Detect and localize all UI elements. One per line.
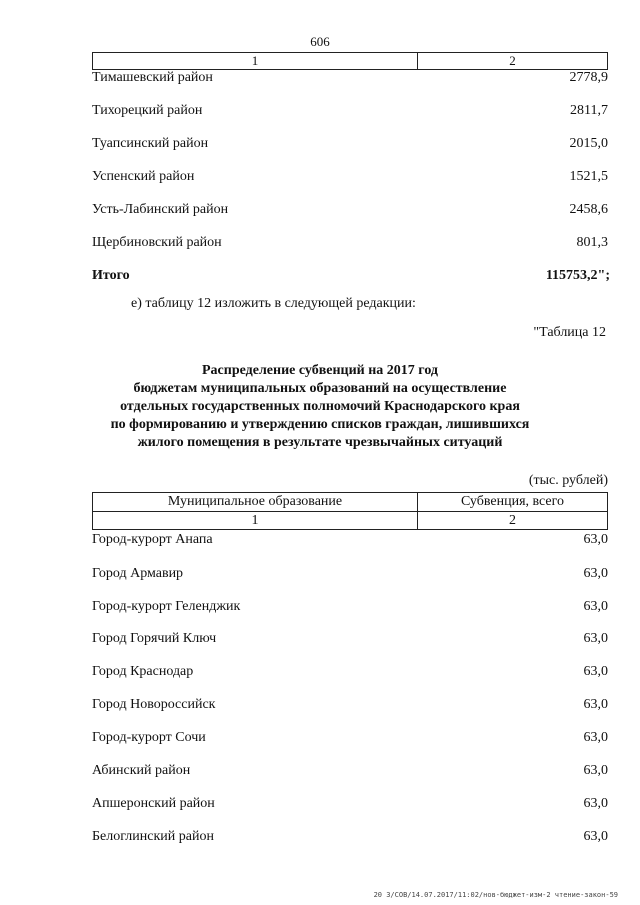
title-line: бюджетам муниципальных образований на осуществление <box>133 381 507 396</box>
subvention-value: 63,0 <box>583 763 608 778</box>
table2-row <box>92 730 608 750</box>
table2-col2-number: 2 <box>418 512 608 530</box>
municipality-name: Город Новороссийск <box>92 697 216 712</box>
units-label: (тыс. рублей) <box>528 473 608 488</box>
municipality-name: Город Краснодар <box>92 664 194 679</box>
footer-document-code: 20 3/СОВ/14.07.2017/11:02/нов-бюджет-изм-2 чтение-закон-59 <box>373 891 618 899</box>
table2-row <box>92 566 608 586</box>
district-value: 2811,7 <box>570 103 608 118</box>
table2-row <box>92 532 608 552</box>
table2-row <box>92 763 608 783</box>
table2-row <box>92 631 608 651</box>
table2-row <box>92 664 608 684</box>
document-title <box>0 362 640 452</box>
municipality-name: Белоглинский район <box>92 829 214 844</box>
page-number: 606 <box>310 34 330 49</box>
municipality-name: Город-курорт Сочи <box>92 730 206 745</box>
table1-total-row <box>92 268 608 288</box>
district-name: Туапсинский район <box>92 136 209 151</box>
table1-header <box>92 52 608 70</box>
municipality-name: Город Горячий Ключ <box>92 631 217 646</box>
table2-row <box>92 829 608 849</box>
municipality-name: Апшеронский район <box>92 796 215 811</box>
table1-row <box>92 235 608 255</box>
district-name: Щербиновский район <box>92 235 222 250</box>
subvention-value: 63,0 <box>583 796 608 811</box>
table2-row <box>92 796 608 816</box>
table2-row <box>92 599 608 619</box>
municipality-name: Город-курорт Анапа <box>92 532 213 547</box>
total-label: Итого <box>92 268 130 283</box>
district-name: Тимашевский район <box>92 70 213 85</box>
subvention-value: 63,0 <box>583 664 608 679</box>
district-value: 1521,5 <box>569 169 608 184</box>
subvention-value: 63,0 <box>583 631 608 646</box>
table1-col2-number: 2 <box>418 53 608 70</box>
subvention-value: 63,0 <box>583 730 608 745</box>
table-caption: "Таблица 12 <box>533 325 606 340</box>
subvention-value: 63,0 <box>583 829 608 844</box>
table2-col1-number: 1 <box>93 512 418 530</box>
amendment-instruction: е) таблицу 12 изложить в следующей редакции: <box>131 296 416 311</box>
district-value: 801,3 <box>576 235 608 250</box>
table1-row <box>92 70 608 90</box>
district-name: Усть-Лабинский район <box>92 202 229 217</box>
district-name: Тихорецкий район <box>92 103 203 118</box>
table1-row <box>92 136 608 156</box>
subvention-value: 63,0 <box>583 697 608 712</box>
municipality-name: Абинский район <box>92 763 191 778</box>
table2-row <box>92 697 608 717</box>
col-subvention-header: Субвенция, всего <box>418 493 608 512</box>
subvention-value: 63,0 <box>583 532 608 547</box>
table1-row <box>92 202 608 222</box>
title-line: Распределение субвенций на 2017 год <box>202 363 438 378</box>
table1-row <box>92 169 608 189</box>
district-value: 2778,9 <box>569 70 608 85</box>
table2-header <box>92 492 608 530</box>
district-value: 2015,0 <box>569 136 608 151</box>
table1-row <box>92 103 608 123</box>
col-municipality-header: Муниципальное образование <box>93 493 418 512</box>
subvention-value: 63,0 <box>583 566 608 581</box>
title-line: отдельных государственных полномочий Краснодарского края <box>120 399 520 414</box>
total-value: 115753,2"; <box>545 268 610 283</box>
district-name: Успенский район <box>92 169 195 184</box>
municipality-name: Город Армавир <box>92 566 184 581</box>
title-line: жилого помещения в результате чрезвычайных ситуаций <box>137 435 503 450</box>
table1-col1-number: 1 <box>93 53 418 70</box>
subvention-value: 63,0 <box>583 599 608 614</box>
municipality-name: Город-курорт Геленджик <box>92 599 241 614</box>
title-line: по формированию и утверждению списков граждан, лишившихся <box>110 417 530 432</box>
district-value: 2458,6 <box>569 202 608 217</box>
